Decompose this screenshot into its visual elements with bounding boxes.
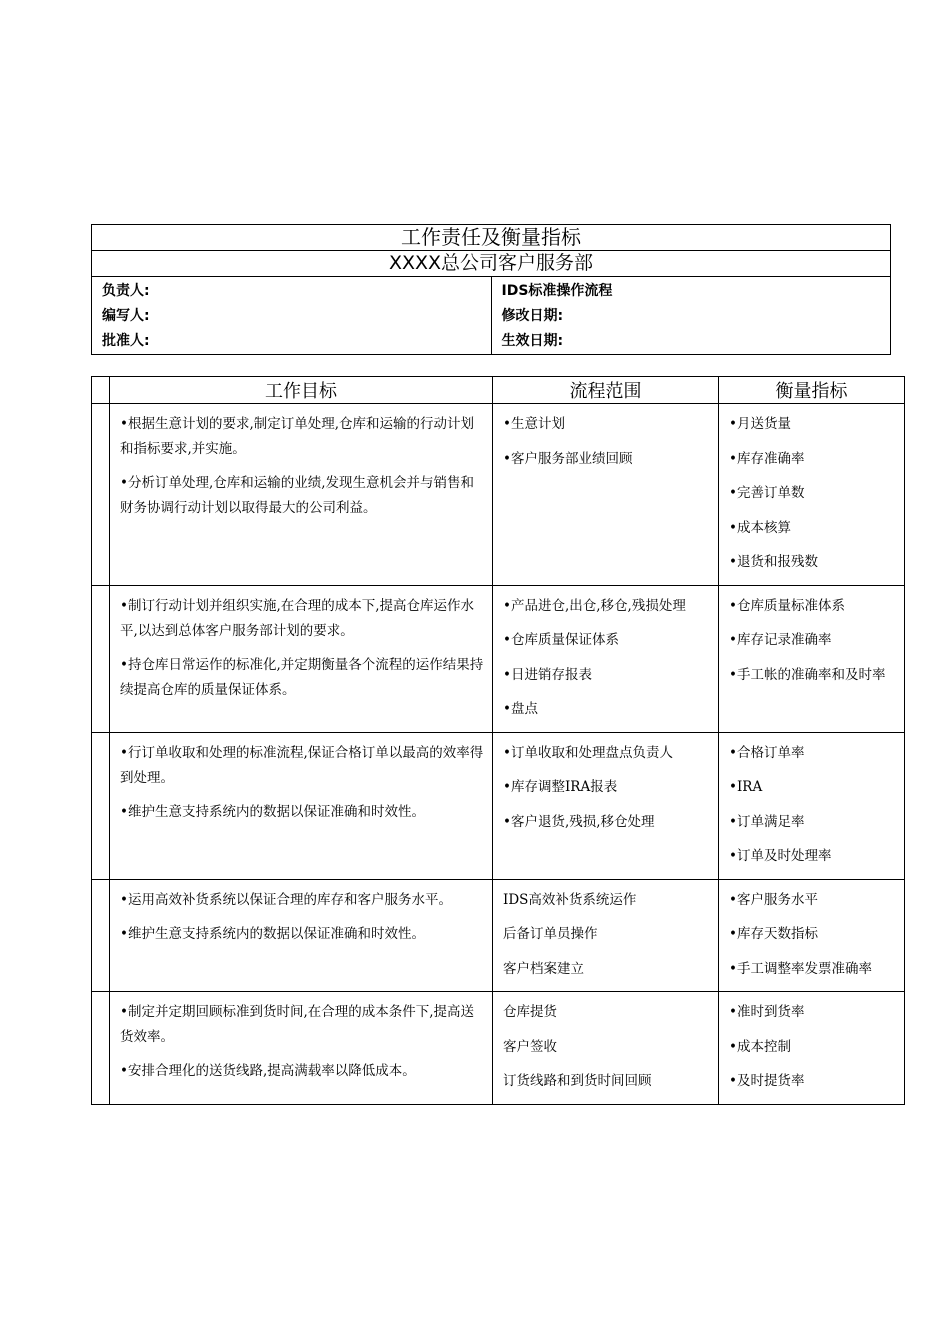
scope-cell (493, 992, 719, 1105)
column-header-scope: 流程范围 (493, 377, 719, 404)
metric-item: •成本核算 (729, 519, 791, 536)
goal-item: •制订行动计划并组织实施,在合理的成本下,提高仓库运作水平,以达到总体客户服务部计划的要求。 (120, 597, 475, 639)
metric-item: •准时到货率 (729, 1004, 805, 1020)
column-header-blank (92, 377, 110, 404)
table-row (92, 879, 905, 992)
document-title: 工作责任及衡量指标 (92, 225, 891, 251)
department-name: XXXX总公司客户服务部 (92, 251, 891, 277)
metric-item: •订单满足率 (729, 813, 805, 830)
scope-cell (493, 732, 719, 879)
scope-item: 仓库提货 (503, 1004, 557, 1020)
goal-item: •运用高效补货系统以保证合理的库存和客户服务水平。 (120, 891, 452, 908)
revision-date-label: 修改日期: (501, 308, 564, 324)
row-blank-cell (92, 585, 110, 732)
responsibility-table (91, 376, 905, 1105)
metric-item: •退货和报残数 (729, 554, 818, 570)
row-blank-cell (92, 732, 110, 879)
scope-cell (493, 404, 719, 586)
effective-date-label: 生效日期: (501, 333, 564, 349)
procedure-name: IDS标准操作流程 (501, 283, 613, 299)
goal-item: •分析订单处理,仓库和运输的业绩,发现生意机会并与销售和财务协调行动计划以取得最大的公司利益。 (120, 475, 475, 516)
metric-item: •完善订单数 (729, 485, 805, 501)
metrics-cell (719, 732, 905, 879)
metric-item: •及时提货率 (729, 1073, 805, 1089)
author-label: 编写人: (102, 308, 150, 324)
goal-item: •根据生意计划的要求,制定订单处理,仓库和运输的行动计划和指标要求,并实施。 (120, 416, 475, 457)
row-blank-cell (92, 879, 110, 992)
table-row (92, 732, 905, 879)
scope-item: 订货线路和到货时间回顾 (503, 1073, 652, 1089)
info-left (92, 277, 492, 355)
scope-item: 客户签收 (503, 1038, 557, 1055)
metrics-cell (719, 992, 905, 1105)
metric-item: •IRA (729, 779, 763, 795)
metric-item: •手工帐的准确率和及时率 (729, 666, 886, 683)
metric-item: •库存天数指标 (729, 926, 818, 942)
row-blank-cell (92, 992, 110, 1105)
goals-cell (110, 992, 493, 1105)
scope-item: •客户退货,残损,移仓处理 (503, 813, 655, 830)
scope-item: 后备订单员操作 (503, 926, 598, 942)
goals-cell (110, 404, 493, 586)
metric-item: •月送货量 (729, 416, 791, 432)
table-row (92, 585, 905, 732)
metric-item: •仓库质量标准体系 (729, 597, 845, 614)
row-blank-cell (92, 404, 110, 586)
goals-cell (110, 585, 493, 732)
scope-item: •生意计划 (503, 416, 565, 432)
info-right (491, 277, 891, 355)
metric-item: •成本控制 (729, 1038, 791, 1055)
scope-item: •客户服务部业绩回顾 (503, 450, 633, 467)
scope-cell (493, 585, 719, 732)
scope-item: •日进销存报表 (503, 666, 592, 683)
metrics-cell (719, 585, 905, 732)
goal-item: •安排合理化的送货线路,提高满载率以降低成本。 (120, 1063, 416, 1079)
metric-item: •合格订单率 (729, 744, 805, 761)
scope-item: •仓库质量保证体系 (503, 632, 619, 648)
header-table (91, 224, 891, 355)
metric-item: •手工调整率发票准确率 (729, 960, 872, 977)
goal-item: •制定并定期回顾标准到货时间,在合理的成本条件下,提高送货效率。 (120, 1004, 475, 1045)
metric-item: •订单及时处理率 (729, 848, 832, 864)
scope-cell (493, 879, 719, 992)
scope-item: •订单收取和处理盘点负责人 (503, 744, 673, 761)
metric-item: •客户服务水平 (729, 891, 818, 908)
metric-item: •库存准确率 (729, 450, 805, 467)
column-header-goals: 工作目标 (110, 377, 493, 404)
scope-item: IDS高效补货系统运作 (503, 891, 637, 908)
metrics-cell (719, 879, 905, 992)
table-body (92, 404, 905, 1105)
goal-item: •行订单收取和处理的标准流程,保证合格订单以最高的效率得到处理。 (120, 744, 484, 786)
approver-label: 批准人: (102, 333, 150, 349)
table-row (92, 992, 905, 1105)
scope-item: •盘点 (503, 701, 538, 717)
goal-item: •持仓库日常运作的标准化,并定期衡量各个流程的运作结果持续提高仓库的质量保证体系。 (120, 656, 484, 698)
scope-item: •库存调整IRA报表 (503, 779, 618, 795)
table-header-row (92, 377, 905, 404)
table-row (92, 404, 905, 586)
goal-item: •维护生意支持系统内的数据以保证准确和时效性。 (120, 803, 425, 820)
goals-cell (110, 879, 493, 992)
column-header-metrics: 衡量指标 (719, 377, 905, 404)
goal-item: •维护生意支持系统内的数据以保证准确和时效性。 (120, 925, 425, 942)
metrics-cell (719, 404, 905, 586)
metric-item: •库存记录准确率 (729, 632, 832, 648)
owner-label: 负责人: (102, 283, 150, 299)
scope-item: •产品进仓,出仓,移仓,残损处理 (503, 597, 686, 614)
goals-cell (110, 732, 493, 879)
scope-item: 客户档案建立 (503, 960, 584, 977)
